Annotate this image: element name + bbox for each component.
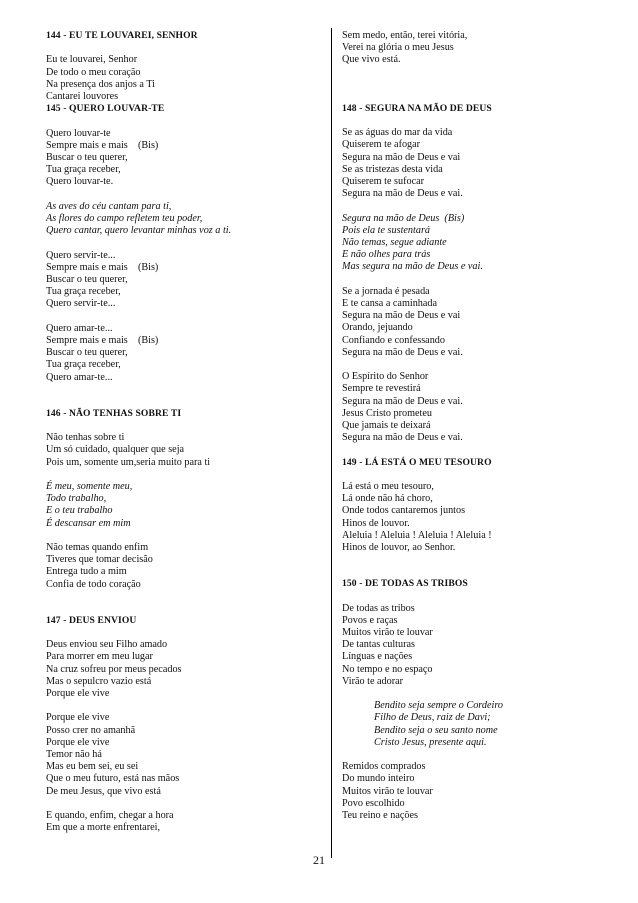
lyric-line: E quando, enfim, chegar a hora [46,810,174,822]
lyric-line: De todas as tribos [342,602,415,614]
lyric-line: Eu te louvarei, Senhor [46,54,138,66]
hymn-title: 144 - EU TE LOUVAREI, SENHOR [46,30,198,41]
page-number: 21 [313,853,325,867]
lyric-line: Confia de todo coração [46,578,141,590]
lyric-line: Que vivo está. [342,54,401,66]
chorus-line: Quero cantar, quero levantar minhas voz a ti. [46,225,232,237]
lyric-line: Lá está o meu tesouro, [342,481,434,492]
right-column [342,30,612,822]
lyric-line: Em que a morte enfrentarei, [46,822,160,834]
lyric-line: Que jamais te deixará [342,420,431,432]
lyric-line: Se as águas do mar da vida [342,127,453,139]
lyric-line: Do mundo inteiro [342,773,415,785]
chorus-line: Pois ela te sustentará [342,224,431,236]
lyric-line: Sempre mais e mais (Bis) [46,335,159,346]
lyric-line: Quero louvar-te [46,127,111,139]
lyric-line: Quiserem te sufocar [342,176,425,187]
lyric-line: Porque ele vive [46,736,110,748]
lyric-line: Buscar o teu querer, [46,152,128,163]
lyric-line: Deus enviou seu Filho amado [46,639,168,651]
lyric-line: Hinos de louvor. [342,517,410,529]
chorus-line: Bendito seja o seu santo nome [374,724,498,736]
hymn-title: 147 - DEUS ENVIOU [46,614,137,626]
hymn-title: 145 - QUERO LOUVAR-TE [46,103,165,115]
hymn-title: 146 - NÃO TENHAS SOBRE TI [46,407,182,419]
hymn-title: 149 - LÁ ESTÁ O MEU TESOURO [342,456,492,468]
lyric-line: Confiando e confessando [342,334,445,346]
lyric-line: No tempo e no espaço [342,663,433,675]
lyric-line: Tua graça receber, [46,286,121,298]
hymn-147 [46,615,326,835]
lyric-line: Buscar o teu querer, [46,274,128,285]
lyric-line: Não tenhas sobre ti [46,432,125,444]
lyric-line: Segura na mão de Deus e vai. [342,395,463,407]
lyric-line: De todo o meu coração [46,66,141,78]
lyric-line: Jesus Cristo prometeu [342,407,432,419]
lyric-line: Verei na glória o meu Jesus [342,42,454,54]
hymn-146 [46,408,326,591]
lyric-line: Mas eu bem sei, eu sei [46,761,139,773]
lyric-line: Se a jornada é pesada [342,285,430,297]
lyric-line: Posso crer no amanhã [46,724,136,736]
chorus-line: Mas segura na mão de Deus e vai. [342,261,483,273]
lyric-line: De tantas culturas [342,639,415,651]
lyric-line: O Espírito do Senhor [342,371,429,383]
lyric-line: Temor não há [46,749,102,761]
hymn-145 [46,103,326,384]
hymn-title: 150 - DE TODAS AS TRIBOS [342,578,468,590]
chorus-line: As flores do campo refletem teu poder, [46,213,203,224]
lyric-line: Na presença dos anjos a Ti [46,78,155,90]
chorus-line: É descansar em mim [46,517,131,529]
lyric-line: Que o meu futuro, está nas mãos [46,773,180,785]
lyric-line: Lá onde não há choro, [342,493,433,505]
chorus-line: E não olhes para trás [342,249,431,261]
lyric-line: Tiveres que tomar decisão [46,554,153,566]
lyric-line: Sempre te revestirá [342,383,421,395]
lyric-line: Cantarei louvores [46,91,119,102]
lyric-line: Sempre mais e mais (Bis) [46,139,159,151]
chorus-line: É meu, somente meu, [46,481,133,492]
lyric-line: Sem medo, então, terei vitória, [342,30,468,41]
lyric-line: Povos e raças [342,614,398,626]
lyric-line: Entrega tudo a mim [46,566,127,578]
chorus-line: Segura na mão de Deus (Bis) [342,212,465,224]
lyric-line: Quero amar-te... [46,371,113,383]
hymn-150 [342,578,612,822]
lyric-line: Onde todos cantaremos juntos [342,505,466,517]
lyric-line: Povo escolhido [342,797,405,809]
lyric-line: Um só cuidado, qualquer que seja [46,444,185,456]
lyric-line: Na cruz sofreu por meus pecados [46,663,182,675]
lyric-line: Segura na mão de Deus e vai. [342,346,463,358]
lyric-line: Remidos comprados [342,761,426,773]
lyric-line: Pois um, somente um,seria muito para ti [46,456,211,468]
chorus-line: Não temas, segue adiante [342,237,447,248]
lyric-line: Não temas quando enfim [46,542,149,553]
lyric-line: Para morrer em meu lugar [46,651,153,663]
hymn-148 [342,103,612,445]
lyric-line: Tua graça receber, [46,359,121,371]
lyric-line: Mas o sepulcro vazio está [46,675,152,687]
lyric-line: Quiserem te afogar [342,139,421,151]
lyric-line: Quero amar-te... [46,322,113,334]
lyric-line: De meu Jesus, que vivo está [46,785,161,797]
lyric-line: Segura na mão de Deus e vai. [342,188,463,200]
lyric-line: Segura na mão de Deus e vai [342,310,461,322]
chorus-line: As aves do céu cantam para ti, [46,200,172,212]
lyric-line: Muitos virão te louvar [342,627,433,639]
lyric-line: Línguas e nações [342,651,413,663]
lyric-line: Teu reino e nações [342,810,418,822]
lyric-line: Porque ele vive [46,688,110,700]
hymn-144 [46,30,326,103]
lyric-line: Buscar o teu querer, [46,347,128,359]
chorus-line: Bendito seja sempre o Cordeiro [374,700,504,712]
lyric-line: Tua graça receber, [46,164,121,176]
left-column [46,30,326,834]
hymn-149 [342,457,612,555]
lyric-line: Segura na mão de Deus e vai [342,151,461,163]
lyric-line: Porque ele vive [46,712,110,724]
lyric-line: Quero servir-te... [46,249,116,261]
lyric-line: Hinos de louvor, ao Senhor. [342,542,456,554]
hymn-title: 148 - SEGURA NA MÃO DE DEUS [342,102,492,114]
lyric-line: Quero servir-te... [46,298,116,310]
chorus-line: Cristo Jesus, presente aqui. [374,736,487,748]
chorus-line: E o teu trabalho [46,505,113,517]
lyric-line: Muitos virão te louvar [342,785,433,797]
chorus-line: Todo trabalho, [46,493,107,505]
lyric-line: Quero louvar-te. [46,176,114,188]
lyric-line: Sempre mais e mais (Bis) [46,261,159,273]
lyric-line: Orando, jejuando [342,322,413,334]
lyric-line: Se as tristezas desta vida [342,163,443,175]
column-divider [331,28,332,858]
lyric-line: Virão te adorar [342,675,404,687]
lyric-line: Aleluia ! Aleluia ! Aleluia ! Aleluia ! [342,529,492,541]
hymn-147-continued [342,30,612,67]
lyric-line: Segura na mão de Deus e vai. [342,432,463,444]
chorus-line: Filho de Deus, raiz de Davi; [374,712,491,724]
lyric-line: E te cansa a caminhada [342,298,438,309]
